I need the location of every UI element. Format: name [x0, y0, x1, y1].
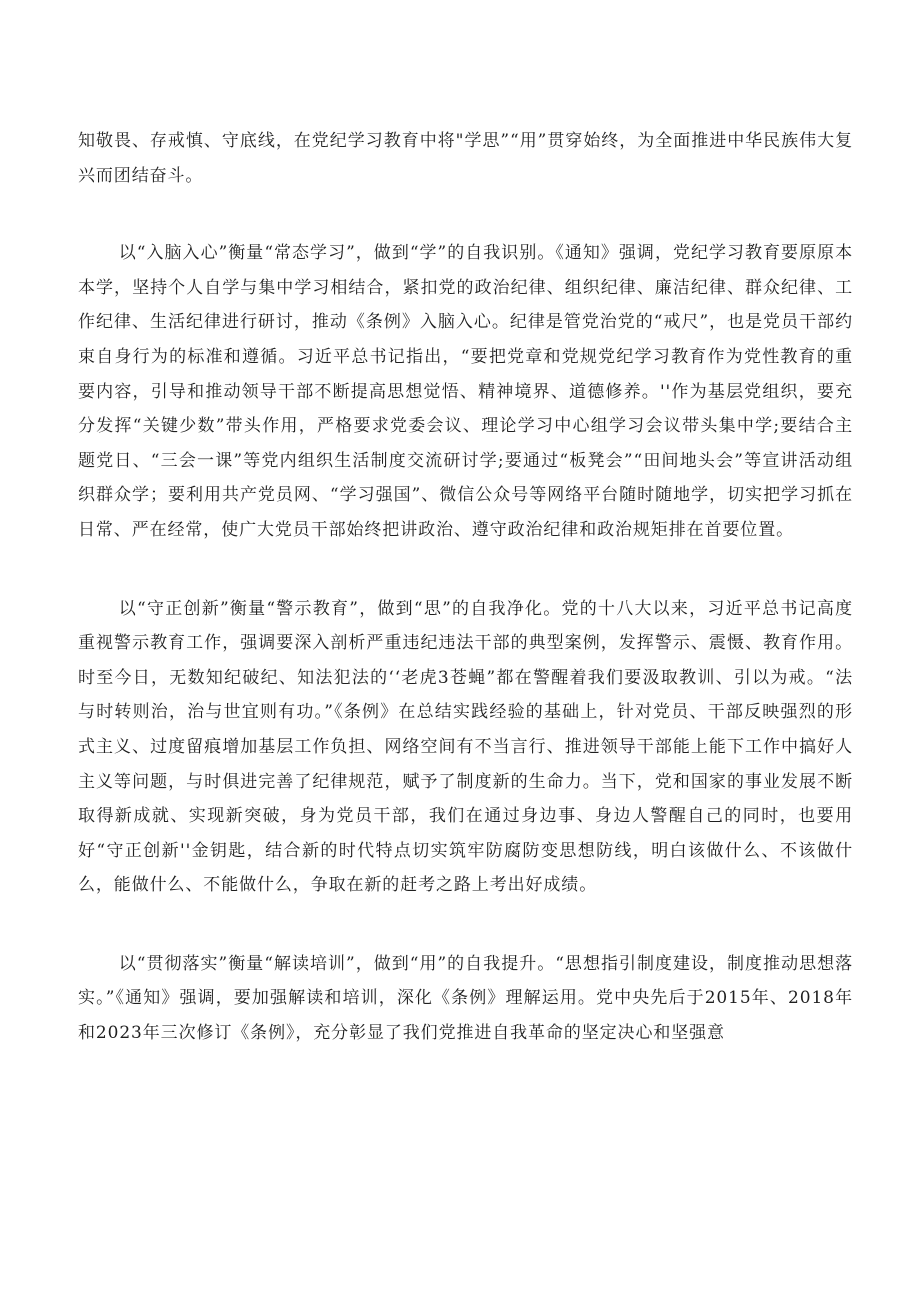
paragraph-2: 以“入脑入心”衡量“常态学习”，做到“学”的自我识别。《通知》强调，党纪学习教育要原原本本学，坚持个人自学与集中学习相结合，紧扣党的政治纪律、组织纪律、廉洁纪律、群众纪律、工作纪律、生活纪律进行研讨，推动《条例》入脑入心。纪律是管党治党的“戒尺”，也是党员干部约束自身行为的标准和遵循。习近平总书记指出，“要把党章和党规党纪学习教育作为党性教育的重要内容，引导和推动领导干部不断提高思想觉悟、精神境界、道德修养。''作为基层党组织，要充分发挥“关键少数”带头作用，严格要求党委会议、理论学习中心组学习会议带头集中学;要结合主题党日、“三会一课”等党内组织生活制度交流研讨学;要通过“板凳会”“田间地头会”等宣讲活动组织群众学；要利用共产党员网、“学习强国”、微信公众号等网络平台随时随地学，切实把学习抓在日常、严在经常，使广大党员干部始终把讲政治、遵守政治纪律和政治规矩排在首要位置。 — [78, 243, 853, 540]
paragraph-4: 以“贯彻落实”衡量“解读培训”，做到“用”的自我提升。“思想指引制度建设，制度推动思想落实。”《通知》强调，要加强解读和培训，深化《条例》理解运用。党中央先后于2015年、2018年和2023年三次修订《条例》，充分彰显了我们党推进自我革命的坚定决心和坚强意 — [78, 953, 853, 1044]
paragraph-1: 知敬畏、存戒慎、守底线，在党纪学习教育中将"学思”“用”贯穿始终，为全面推进中华民族伟大复兴而团结奋斗。 — [78, 131, 853, 186]
paragraph-3: 以“守正创新”衡量“警示教育”，做到“思”的自我净化。党的十八大以来，习近平总书记高度重视警示教育工作，强调要深入剖析严重违纪违法干部的典型案例，发挥警示、震慑、教育作用。时至今日，无数知纪破纪、知法犯法的‘‘老虎3苍蝇”都在警醒着我们要汲取教训、引以为戒。“法与时转则治，治与世宜则有功。”《条例》在总结实践经验的基础上，针对党员、干部反映强烈的形式主义、过度留痕增加基层工作负担、网络空间有不当言行、推进领导干部能上能下工作中搞好人主义等问题，与时俱进完善了纪律规范，赋予了制度新的生命力。当下，党和国家的事业发展不断取得新成就、实现新突破，身为党员干部，我们在通过身边事、身边人警醒自己的同时，也要用好“守正创新''金钥匙，结合新的时代特点切实筑牢防腐防变思想防线，明白该做什么、不该做什么，能做什么、不能做什么，争取在新的赶考之路上考出好成绩。 — [78, 598, 853, 896]
document-body — [78, 124, 853, 1095]
